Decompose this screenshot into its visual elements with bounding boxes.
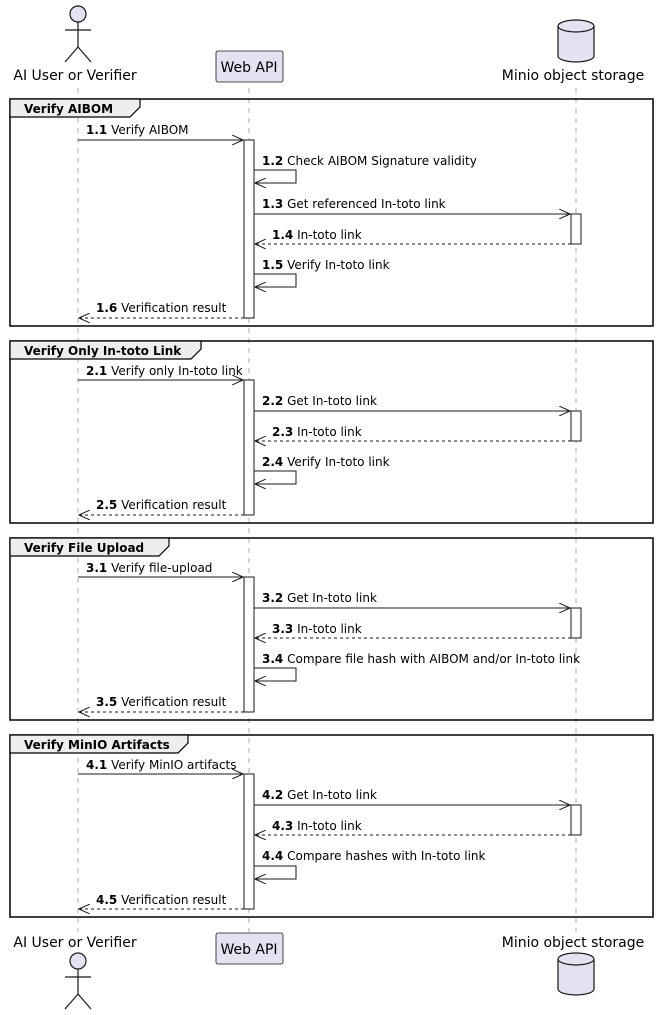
activation-bar: [571, 805, 581, 835]
participant-minio-label: Minio object storage: [501, 935, 645, 951]
activation-bar: [244, 774, 254, 909]
participant-minio-top: [502, 20, 645, 84]
self-message-arrow: [254, 274, 296, 287]
actor-icon: [65, 6, 91, 62]
participant-user-label: AI User or Verifier: [13, 935, 137, 951]
message-label: 1.3 Get referenced In-toto link: [262, 197, 446, 211]
actor-icon: [65, 953, 91, 1009]
database-icon: [558, 20, 594, 62]
message-label: 1.4 In-toto link: [272, 228, 362, 242]
participant-user-top: [13, 6, 136, 84]
group-title: Verify MinIO Artifacts: [24, 738, 170, 752]
message-label: 1.1 Verify AIBOM: [86, 123, 189, 137]
activation-bar: [244, 380, 254, 515]
activation-bar: [571, 608, 581, 638]
message-label: 2.1 Verify only In-toto link: [86, 364, 243, 378]
message-label: 4.3 In-toto link: [272, 819, 362, 833]
participant-api-label: Web API: [220, 60, 278, 76]
participant-user-bottom: [13, 935, 136, 1009]
group-verify-aibom: [10, 99, 653, 326]
participant-user-label: AI User or Verifier: [13, 68, 137, 84]
message-label: 3.1 Verify file-upload: [86, 561, 213, 575]
message-label: 2.5 Verification result: [96, 498, 227, 512]
message-label: 4.2 Get In-toto link: [262, 788, 377, 802]
participant-minio-bottom: [502, 935, 645, 995]
message-label: 1.2 Check AIBOM Signature validity: [262, 154, 477, 168]
group-verify-file-upload: [10, 538, 653, 720]
participant-api-bottom: [216, 933, 283, 964]
group-title: Verify AIBOM: [24, 102, 114, 116]
group-verify-only-in-toto-link: [10, 341, 653, 523]
participant-api-top: [216, 51, 283, 82]
message-label: 3.5 Verification result: [96, 695, 227, 709]
message-label: 4.4 Compare hashes with In-toto link: [262, 849, 486, 863]
message-label: 1.6 Verification result: [96, 301, 227, 315]
message-label: 1.5 Verify In-toto link: [262, 258, 390, 272]
message-label: 2.4 Verify In-toto link: [262, 455, 390, 469]
group-verify-minio-artifacts: [10, 735, 653, 917]
participant-api-label: Web API: [220, 942, 278, 958]
message-label: 4.5 Verification result: [96, 893, 227, 907]
self-message-arrow: [254, 866, 296, 879]
message-label: 3.4 Compare file hash with AIBOM and/or In-toto link: [262, 652, 581, 666]
group-title: Verify File Upload: [24, 541, 145, 555]
self-message-arrow: [254, 471, 296, 484]
message-label: 3.2 Get In-toto link: [262, 591, 377, 605]
message-label: 2.2 Get In-toto link: [262, 394, 377, 408]
self-message-arrow: [254, 170, 296, 183]
activation-bar: [571, 411, 581, 441]
group-title: Verify Only In-toto Link: [24, 344, 182, 358]
message-label: 4.1 Verify MinIO artifacts: [86, 758, 237, 772]
activation-bar: [571, 214, 581, 244]
message-label: 3.3 In-toto link: [272, 622, 362, 636]
database-icon: [558, 953, 594, 995]
activation-bar: [244, 140, 254, 318]
self-message-arrow: [254, 668, 296, 681]
message-label: 2.3 In-toto link: [272, 425, 362, 439]
participant-minio-label: Minio object storage: [501, 68, 645, 84]
activation-bar: [244, 577, 254, 712]
